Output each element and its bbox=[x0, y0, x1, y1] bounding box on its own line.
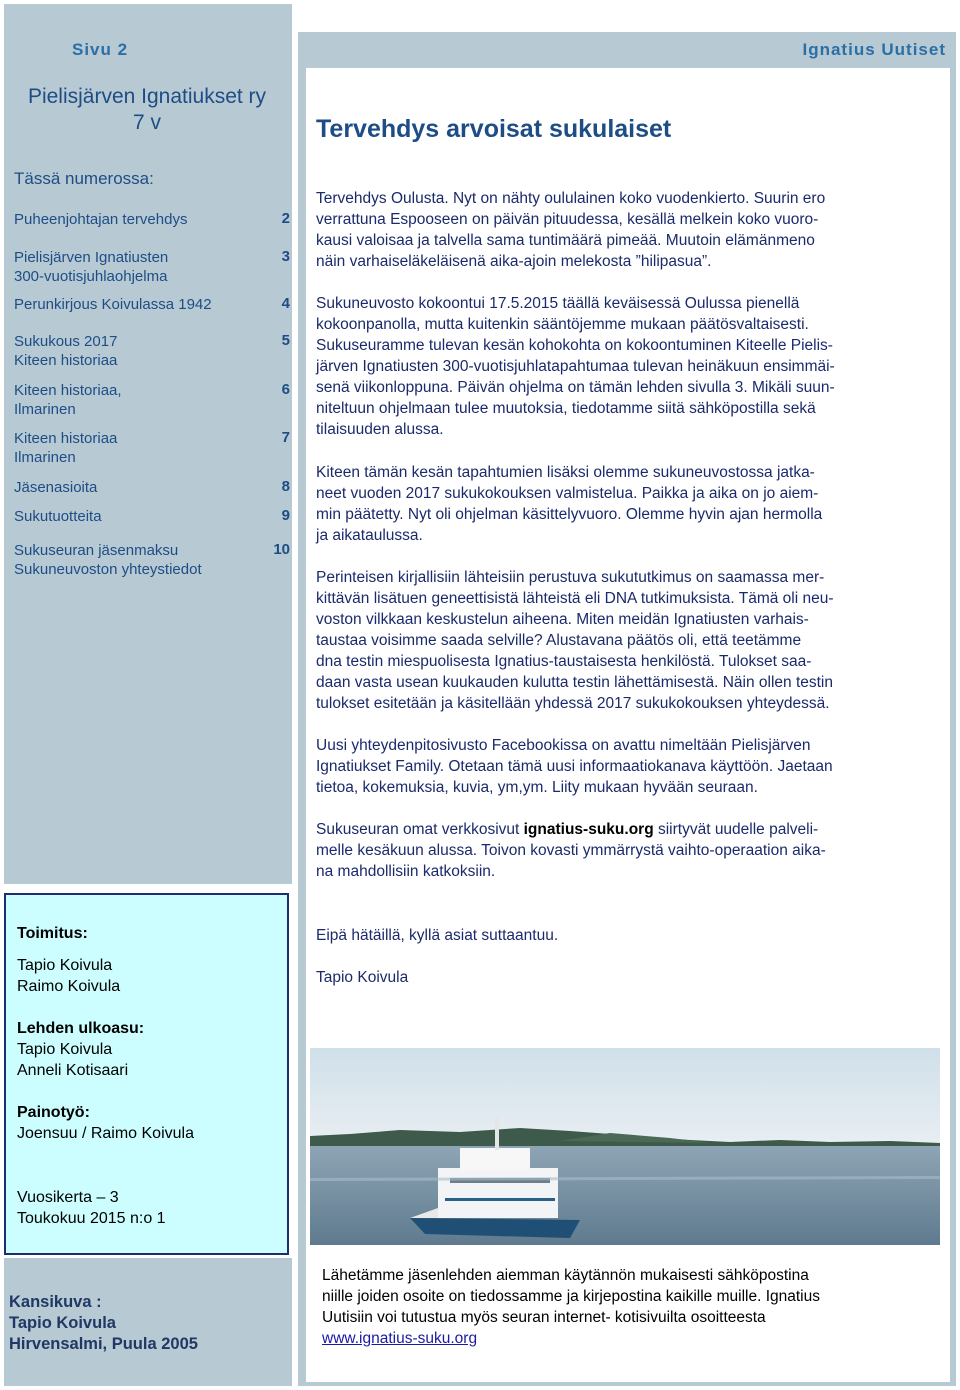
org-title bbox=[8, 84, 286, 136]
signature: Tapio Koivula bbox=[316, 969, 409, 986]
text-line: niille joiden osoite on tiedossamme ja kirjepostina kaikille muille. Ignatius bbox=[322, 1288, 820, 1305]
text-line: kittävän lisätuen geneettisistä lähteistä eli DNA tutkimuksista. Tämä oli neu- bbox=[316, 590, 834, 607]
toc-page-number: 3 bbox=[281, 248, 290, 265]
text-line: tilaisuuden alussa. bbox=[316, 421, 444, 438]
toc-item-label: Perunkirjous Koivulassa 1942 bbox=[14, 296, 212, 313]
toc-item[interactable] bbox=[14, 210, 264, 229]
text-line: tietoa, kokemuksia, kuvia, ym,ym. Liity mukaan hyvään seuraan. bbox=[316, 779, 758, 796]
publication-name: Ignatius Uutiset bbox=[802, 40, 946, 59]
editor-name: Tapio Koivula bbox=[17, 957, 113, 974]
issue-info: Toukokuu 2015 n:o 1 bbox=[17, 1210, 166, 1227]
toc-item-label: Ilmarinen bbox=[14, 449, 76, 466]
text-line: voston vilkkaan keskustelun aiheena. Miten meidän Ignatiusten varhais- bbox=[316, 611, 809, 628]
text-line: niteltuun ohjelmaan tulee muutoksia, tiedotamme siitä sähköpostilla sekä bbox=[316, 400, 816, 417]
article-title: Tervehdys arvoisat sukulaiset bbox=[316, 115, 672, 143]
text-line: Sukuseuramme tulevan kesän kohokohta on kokoontuminen Kiteelle Pielis- bbox=[316, 337, 833, 354]
text-line: kausi valoisaa ja talvella sama tuntimäärä pimeää. Muutoin elämänmeno bbox=[316, 232, 815, 249]
mailing-notice bbox=[322, 1265, 922, 1349]
text-line: verrattuna Espooseen on päivän pituudessa, kesällä melkein koko vuoro- bbox=[316, 211, 819, 228]
text-line: tulokset esitetään ja käsitellään yhdessä 2017 sukukokouksen yhteydessä. bbox=[316, 695, 830, 712]
toc-item-label: Sukuneuvoston yhteystiedot bbox=[14, 561, 202, 578]
page-number: Sivu 2 bbox=[72, 40, 129, 59]
cover-photo-ferry bbox=[310, 1048, 940, 1245]
volume-info: Vuosikerta – 3 bbox=[17, 1189, 119, 1206]
water bbox=[310, 1143, 940, 1245]
toc-page-number: 6 bbox=[281, 381, 290, 398]
cover-caption-line: Hirvensalmi, Puula 2005 bbox=[9, 1335, 198, 1353]
toc-heading: Tässä numerossa: bbox=[14, 169, 154, 188]
closing-line: Eipä hätäillä, kyllä asiat suttaantuu. bbox=[316, 927, 559, 944]
toc-page-number: 5 bbox=[281, 332, 290, 349]
text-line: järven Ignatiusten 300-vuotisjuhlatapahtumaa tulevan heinäkuun ensimmäi- bbox=[316, 358, 835, 375]
text-line: taustaa voisimme saada selville? Alustavana päätös oli, että teetämme bbox=[316, 632, 802, 649]
toc-item-label: Kiteen historiaa, bbox=[14, 382, 122, 399]
print-heading: Painotyö: bbox=[17, 1104, 90, 1121]
text-line: kokoonpanolla, mutta kuitenkin sääntöjemme mukaan päätösvaltaisesti. bbox=[316, 316, 809, 333]
print-name: Joensuu / Raimo Koivula bbox=[17, 1125, 194, 1142]
toc-item-label: Puheenjohtajan tervehdys bbox=[14, 211, 188, 228]
website-name: ignatius-suku.org bbox=[523, 821, 654, 838]
toc-page-number: 9 bbox=[281, 507, 290, 524]
toc-page-number: 2 bbox=[281, 210, 290, 227]
article-paragraph bbox=[316, 735, 930, 798]
article-paragraph bbox=[316, 293, 930, 440]
toc-item-label: Kiteen historiaa bbox=[14, 430, 118, 447]
layout-name: Tapio Koivula bbox=[17, 1041, 113, 1058]
toc-item[interactable] bbox=[14, 381, 264, 419]
layout-name: Anneli Kotisaari bbox=[17, 1062, 129, 1079]
org-title-line: Pielisjärven Ignatiukset ry bbox=[27, 85, 267, 108]
toc-item[interactable] bbox=[14, 478, 264, 497]
toc-item[interactable] bbox=[14, 541, 264, 579]
toc-item-label: 300-vuotisjuhlaohjelma bbox=[14, 268, 168, 285]
cover-caption-line: Tapio Koivula bbox=[9, 1314, 116, 1332]
cover-caption-line: Kansikuva : bbox=[9, 1293, 102, 1311]
toc-item-label: Jäsenasioita bbox=[14, 479, 98, 496]
toc-page-number: 8 bbox=[281, 478, 290, 495]
text-line: Sukuseuran omat verkkosivut ignatius-suku.org siirtyvät uudelle palveli- bbox=[316, 821, 819, 838]
text-line: min päätetty. Nyt oli ohjelman käsittelyvuoro. Olemme hyvin ajan hermolla bbox=[316, 506, 823, 523]
editor-name: Raimo Koivula bbox=[17, 978, 121, 995]
layout-heading: Lehden ulkoasu: bbox=[17, 1020, 145, 1037]
text-line: Lähetämme jäsenlehden aiemman käytännön mukaisesti sähköpostina bbox=[322, 1267, 809, 1284]
text-line: Kiteen tämän kesän tapahtumien lisäksi olemme sukuneuvostossa jatka- bbox=[316, 464, 815, 481]
article-paragraph bbox=[316, 462, 930, 546]
toc-page-number: 7 bbox=[281, 429, 290, 446]
article-paragraph bbox=[316, 567, 930, 714]
toc-item[interactable] bbox=[14, 248, 264, 286]
text-line: neet vuoden 2017 sukukokouksen valmistelua. Paikka ja aika on jo aiem- bbox=[316, 485, 819, 502]
toc-item-label: Sukukous 2017 bbox=[14, 333, 118, 350]
website-link[interactable]: www.ignatius-suku.org bbox=[322, 1330, 478, 1347]
text-line: Ignatiukset Family. Otetaan tämä uusi informaatiokanava käyttöön. Jaetaan bbox=[316, 758, 833, 775]
toc-item[interactable] bbox=[14, 332, 264, 370]
toc-item-label: Ilmarinen bbox=[14, 401, 76, 418]
toc-item-label: Pielisjärven Ignatiusten bbox=[14, 249, 169, 266]
toc-item[interactable] bbox=[14, 507, 264, 526]
org-title-line: 7 v bbox=[132, 111, 161, 134]
cover-caption bbox=[9, 1292, 198, 1355]
toc-item[interactable] bbox=[14, 295, 264, 314]
toc-item[interactable] bbox=[14, 429, 264, 467]
toc-page-number: 4 bbox=[281, 295, 290, 312]
text-line: na mahdollisiin katkoksiin. bbox=[316, 863, 496, 880]
text-line: Uusi yhteydenpitosivusto Facebookissa on avattu nimeltään Pielisjärven bbox=[316, 737, 811, 754]
text-line: Perinteisen kirjallisiin lähteisiin perustuva sukututkimus on saamassa mer- bbox=[316, 569, 825, 586]
toc-page-number: 10 bbox=[273, 541, 290, 558]
toc-item-label: Kiteen historiaa bbox=[14, 352, 118, 369]
toc-item-label: Sukuseuran jäsenmaksu bbox=[14, 542, 179, 559]
article-paragraph bbox=[316, 188, 930, 272]
text-line: daan vasta usean kuukauden kulutta testin lähettämisestä. Näin ollen testin bbox=[316, 674, 833, 691]
sky bbox=[310, 1048, 940, 1143]
text-line: dna testin miespuolisesta Ignatius-taustaisesta henkilöstä. Tulokset saa- bbox=[316, 653, 812, 670]
text-line: melle kesäkuun alussa. Toivon kovasti ymmärrystä vaihto-operaation aika- bbox=[316, 842, 826, 859]
text-line: Uutisiin voi tutustua myös seuran internet- kotisivuilta osoitteesta bbox=[322, 1309, 766, 1326]
text-line: ja aikataulussa. bbox=[316, 527, 423, 544]
text-line: näin varhaiseläkeläisenä aika-ajoin melekosta ”hilipasua”. bbox=[316, 253, 712, 270]
text-line: senä viikonloppuna. Päivän ohjelma on tämän lehden sivulla 3. Mikäli suun- bbox=[316, 379, 835, 396]
toimitus-heading: Toimitus: bbox=[17, 925, 88, 942]
toc-item-label: Sukutuotteita bbox=[14, 508, 102, 525]
text-line: Sukuneuvosto kokoontui 17.5.2015 täällä keväisessä Oulussa pienellä bbox=[316, 295, 800, 312]
text-line: Tervehdys Oulusta. Nyt on nähty oululainen koko vuodenkierto. Suurin ero bbox=[316, 190, 826, 207]
article-paragraph bbox=[316, 819, 930, 882]
